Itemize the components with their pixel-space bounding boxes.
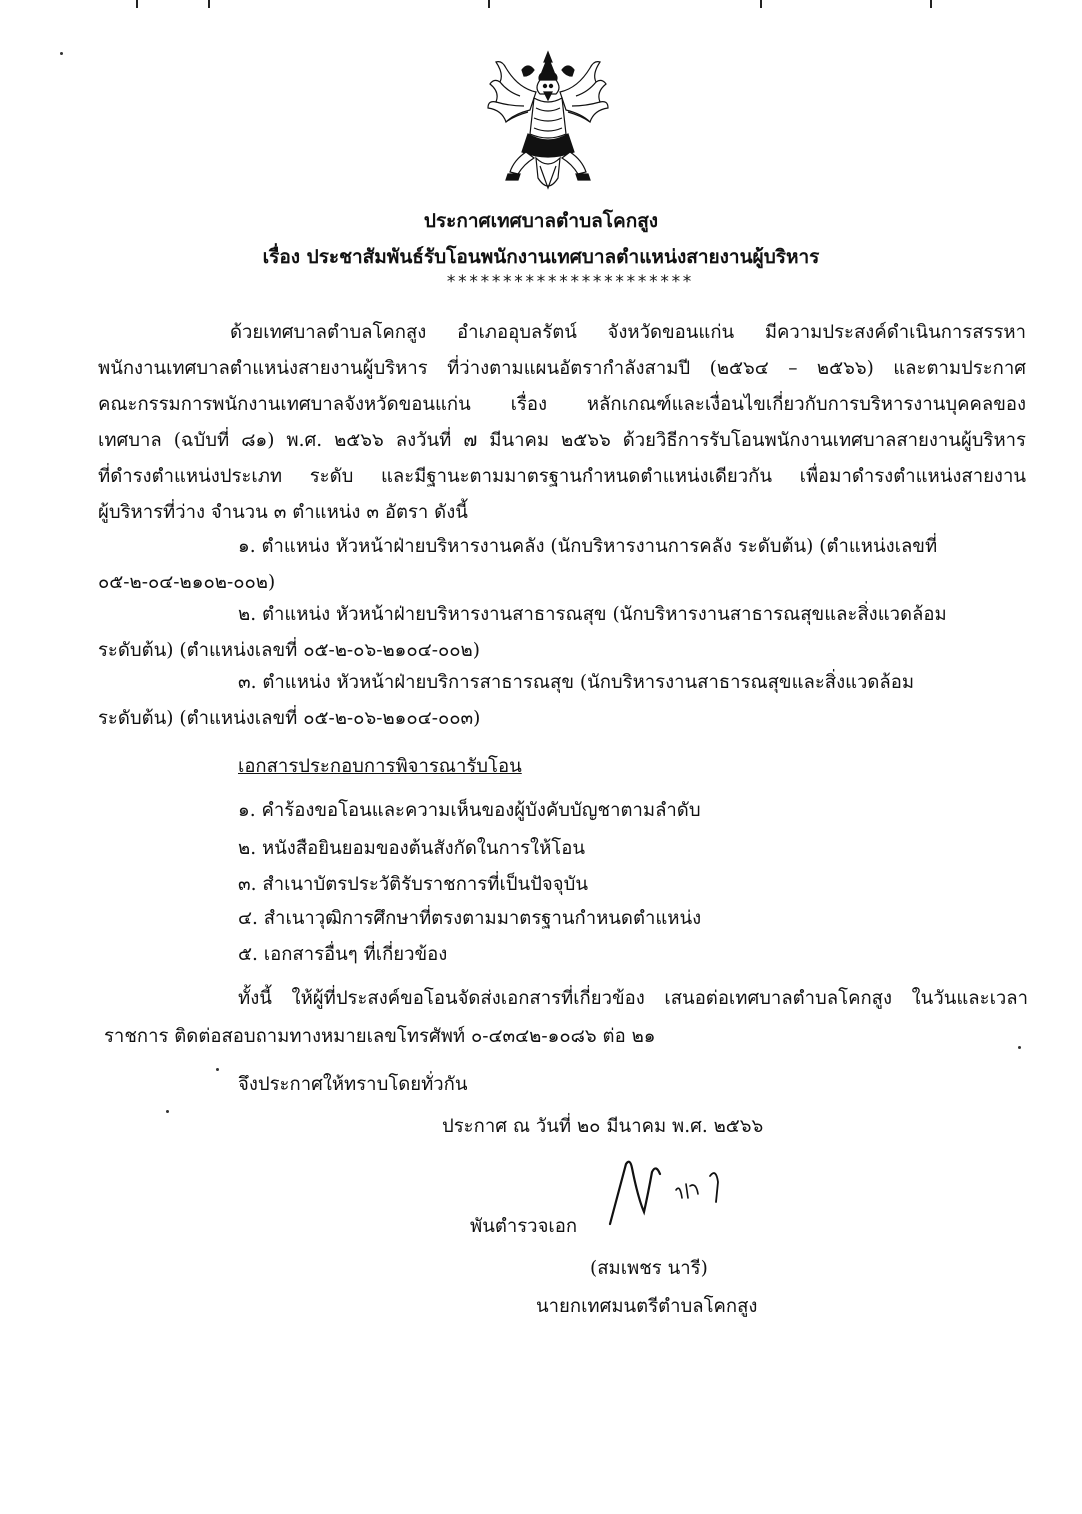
intro-line: คณะกรรมการพนักงานเทศบาลจังหวัดขอนแก่น เรื่อง หลักเกณฑ์และเงื่อนไขเกี่ยวกับการบริหารงานบุคคลของ (98, 394, 1026, 415)
document-item: ๔. สำเนาวุฒิการศึกษาที่ตรงตามมาตรฐานกำหนดตำแหน่ง (238, 908, 702, 929)
scan-speck (166, 1110, 169, 1113)
scan-speck (216, 1068, 219, 1071)
document-title: ประกาศเทศบาลตำบลโคกสูง (423, 210, 659, 232)
handwritten-signature (604, 1154, 754, 1234)
scan-mark (488, 0, 490, 8)
scan-speck (60, 52, 63, 55)
scan-mark (136, 0, 138, 8)
document-subject: เรื่อง ประชาสัมพันธ์รับโอนพนักงานเทศบาลตำแหน่งสายงานผู้บริหาร (262, 246, 820, 268)
title-separator: ********************** (446, 272, 694, 292)
document-item: ๒. หนังสือยินยอมของต้นสังกัดในการให้โอน (238, 838, 585, 859)
signatory-position: นายกเทศมนตรีตำบลโคกสูง (536, 1296, 758, 1317)
scan-mark (930, 0, 932, 8)
contact-line: ราชการ ติดต่อสอบถามทางหมายเลขโทรศัพท์ ๐-๔๓๔๒-๑๐๘๖ ต่อ ๒๑ (104, 1026, 656, 1047)
intro-line: พนักงานเทศบาลตำแหน่งสายงานผู้บริหาร ที่ว่างตามแผนอัตรากำลังสามปี (๒๕๖๔ – ๒๕๖๖) และตามประกาศ (98, 358, 1026, 379)
scan-mark (208, 0, 210, 8)
position-item-number: ระดับต้น) (ตำแหน่งเลขที่ ๐๕-๒-๐๖-๒๑๐๔-๐๐๒) (98, 640, 480, 661)
closing-statement: จึงประกาศให้ทราบโดยทั่วกัน (238, 1074, 468, 1095)
garuda-emblem (484, 48, 612, 198)
document-item: ๑. คำร้องขอโอนและความเห็นของผู้บังคับบัญชาตามลำดับ (238, 800, 701, 821)
document-item: ๓. สำเนาบัตรประวัติรับราชการที่เป็นปัจจุบัน (238, 874, 588, 895)
position-item: ๓. ตำแหน่ง หัวหน้าฝ่ายบริการสาธารณสุข (นักบริหารงานสาธารณสุขและสิ่งแวดล้อม (238, 672, 915, 693)
scan-speck (1018, 1046, 1021, 1049)
documents-heading: เอกสารประกอบการพิจารณารับโอน (238, 756, 522, 777)
signatory-name: (สมเพชร นารี) (590, 1258, 708, 1279)
intro-line: ด้วยเทศบาลตำบลโคกสูง อำเภออุบลรัตน์ จังหวัดขอนแก่น มีความประสงค์ดำเนินการสรรหา (230, 322, 1026, 343)
intro-line: เทศบาล (ฉบับที่ ๘๑) พ.ศ. ๒๕๖๖ ลงวันที่ ๗ มีนาคม ๒๕๖๖ ด้วยวิธีการรับโอนพนักงานเทศบาลสายงานผู้บริหาร (98, 430, 1026, 451)
announcement-date: ประกาศ ณ วันที่ ๒๐ มีนาคม พ.ศ. ๒๕๖๖ (442, 1116, 764, 1137)
signatory-rank: พันตำรวจเอก (470, 1216, 578, 1237)
position-item-number: ๐๕-๒-๐๔-๒๑๐๒-๐๐๒) (98, 572, 276, 593)
scan-mark (760, 0, 762, 8)
position-item-number: ระดับต้น) (ตำแหน่งเลขที่ ๐๕-๒-๐๖-๒๑๐๔-๐๐๓) (98, 708, 481, 729)
document-item: ๕. เอกสารอื่นๆ ที่เกี่ยวข้อง (238, 944, 448, 965)
intro-line: ที่ดำรงตำแหน่งประเภท ระดับ และมีฐานะตามมาตรฐานกำหนดตำแหน่งเดียวกัน เพื่อมาดำรงตำแหน่งสายงาน (98, 466, 1026, 487)
position-item: ๒. ตำแหน่ง หัวหน้าฝ่ายบริหารงานสาธารณสุข (นักบริหารงานสาธารณสุขและสิ่งแวดล้อม (238, 604, 947, 625)
position-item: ๑. ตำแหน่ง หัวหน้าฝ่ายบริหารงานคลัง (นักบริหารงานการคลัง ระดับต้น) (ตำแหน่งเลขที่ (238, 536, 938, 557)
contact-line: ทั้งนี้ ให้ผู้ที่ประสงค์ขอโอนจัดส่งเอกสารที่เกี่ยวข้อง เสนอต่อเทศบาลตำบลโคกสูง ในวันและเวลา (238, 988, 1028, 1009)
intro-line: ผู้บริหารที่ว่าง จำนวน ๓ ตำแหน่ง ๓ อัตรา ดังนี้ (98, 502, 468, 523)
